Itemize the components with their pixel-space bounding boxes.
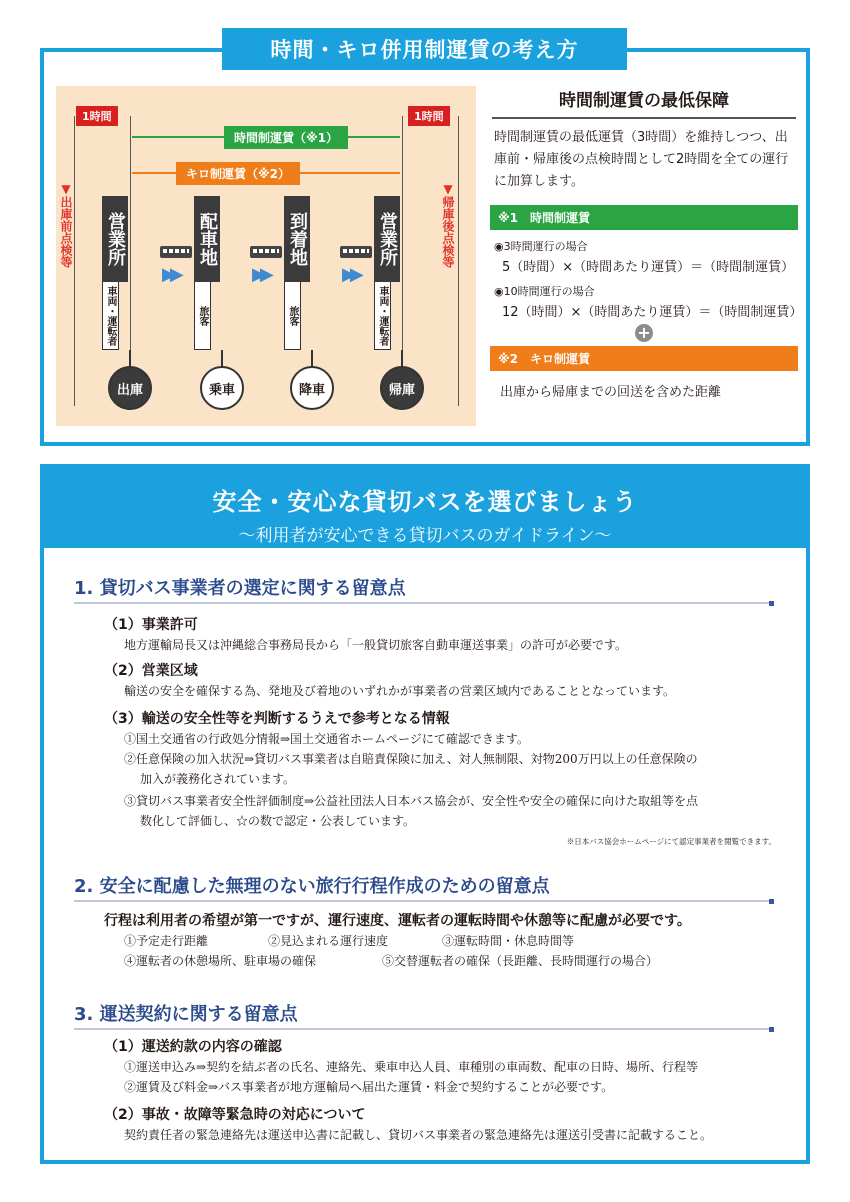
guideline-banner bbox=[44, 468, 806, 548]
s2-item-4: ④運転者の休憩場所、駐車場の確保 bbox=[124, 954, 317, 968]
bus-icon bbox=[160, 246, 192, 258]
s1-license-text: 地方運輸局長又は沖縄総合事務局長から「一般貸切旅客自動車運送事業」の許可が必要です。 bbox=[124, 638, 628, 652]
min-guarantee-panel bbox=[490, 86, 803, 400]
min-guarantee-desc: 時間制運賃の最低運賃（3時間）を維持しつつ、出庫前・帰庫後の点検時間として2時間を全ての運行に加算します。 bbox=[494, 130, 789, 189]
top-title: 時間・キロ併用制運賃の考え方 bbox=[222, 28, 627, 70]
s1-note: ※日本バス協会ホームページにて認定事業者を閲覧できます。 bbox=[566, 837, 776, 846]
chevron-right-icon: ▶▶ bbox=[252, 264, 268, 285]
hour-tag-right: 1時間 bbox=[408, 106, 450, 126]
s3-terms-2: ②運賃及び料金⇒バス事業者が地方運輸局へ届出た運賃・料金で契約することが必要です。 bbox=[124, 1080, 614, 1094]
pillar-pickup: 配車地 旅客 bbox=[194, 196, 250, 350]
case2-formula: 12（時間）×（時間あたり運賃）＝（時間制運賃） bbox=[502, 305, 803, 320]
km-fare-label: キロ制運賃（※2） bbox=[176, 162, 300, 185]
s2-item-5: ⑤交替運転者の確保（長距離、長時間運行の場合） bbox=[382, 954, 659, 968]
s3-terms: （1）運送約款の内容の確認 bbox=[104, 1039, 282, 1055]
s2-item-2: ②見込まれる運行速度 bbox=[268, 934, 389, 948]
s1-info-2b: 加入が義務化されています。 bbox=[140, 772, 296, 786]
case2-heading: ◉10時間運行の場合 bbox=[494, 285, 595, 298]
s2-lead: 行程は利用者の希望が第一ですが、運行速度、運転者の運転時間や休憩等に配慮が必要です。 bbox=[104, 913, 691, 929]
pillar-arrival: 到着地 旅客 bbox=[284, 196, 340, 350]
s1-info-3b: 数化して評価し、☆の数で認定・公表しています。 bbox=[140, 814, 416, 828]
right-side-text: ▼帰庫後点検等 bbox=[441, 182, 455, 268]
time-fare-label: 時間制運賃（※1） bbox=[224, 126, 348, 149]
s1-business-area: （2）営業区域 bbox=[104, 663, 198, 679]
section2-heading: 2. 安全に配慮した無理のない旅行行程作成のための留意点 bbox=[74, 872, 774, 902]
km-fare-desc: 出庫から帰庫までの回送を含めた距離 bbox=[500, 385, 722, 400]
s3-terms-1: ①運送申込み⇒契約を結ぶ者の氏名、連絡先、乗車申込人員、車種別の車両数、配車の日時、場所、行程等 bbox=[124, 1060, 699, 1074]
s3-emergency-text: 契約責任者の緊急連絡先は運送申込書に記載し、貸切バス事業者の緊急連絡先は運送引受書に記載すること。 bbox=[124, 1128, 713, 1142]
s1-info-3: ③貸切バス事業者安全性評価制度⇒公益社団法人日本バス協会が、安全性や安全の確保に向けた取組等を点 bbox=[124, 794, 699, 808]
event-boarding: 乗車 bbox=[200, 366, 244, 410]
fare-diagram bbox=[56, 86, 476, 426]
s1-business-license: （1）事業許可 bbox=[104, 617, 198, 633]
section1-heading: 1. 貸切バス事業者の選定に関する留意点 bbox=[74, 574, 774, 604]
event-alighting: 降車 bbox=[290, 366, 334, 410]
s2-item-1: ①予定走行距離 bbox=[124, 934, 209, 948]
s1-info-1: ①国土交通省の行政処分情報⇒国土交通省ホームページにて確認できます。 bbox=[124, 732, 529, 746]
chevron-right-icon: ▶▶ bbox=[162, 264, 178, 285]
s3-emergency: （2）事故・故障等緊急時の対応について bbox=[104, 1107, 366, 1123]
guideline-panel bbox=[40, 464, 810, 1164]
s1-area-text: 輸送の安全を確保する為、発地及び着地のいずれかが事業者の営業区域内であることとなっています。 bbox=[124, 684, 676, 698]
km-fare-bar: ※2 キロ制運賃 bbox=[490, 346, 798, 371]
s1-safety-info: （3）輸送の安全性等を判断するうえで参考となる情報 bbox=[104, 711, 450, 727]
bus-icon bbox=[340, 246, 372, 258]
time-fare-bar: ※1 時間制運賃 bbox=[490, 205, 798, 230]
event-return: 帰庫 bbox=[380, 366, 424, 410]
event-departure: 出庫 bbox=[108, 366, 152, 410]
chevron-right-icon: ▶▶ bbox=[342, 264, 358, 285]
pillar-office-start: 営業所 車両・運転者 bbox=[102, 196, 158, 350]
case1-formula: 5（時間）×（時間あたり運賃）＝（時間制運賃） bbox=[502, 260, 795, 275]
min-guarantee-heading: 時間制運賃の最低保障 bbox=[492, 86, 796, 119]
plus-icon: + bbox=[635, 324, 653, 342]
hour-tag-left: 1時間 bbox=[76, 106, 118, 126]
banner-subtitle: 〜利用者が安心できる貸切バスのガイドライン〜 bbox=[238, 526, 612, 546]
section3-heading: 3. 運送契約に関する留意点 bbox=[74, 1000, 774, 1030]
bus-icon bbox=[250, 246, 282, 258]
s1-info-2: ②任意保険の加入状況⇒貸切バス事業者は自賠責保険に加え、対人無制限、対物200万円以上の任意保険の bbox=[124, 752, 698, 766]
s2-item-3: ③運転時間・休息時間等 bbox=[442, 934, 575, 948]
pillar-office-end: 営業所 車両・運転者 bbox=[374, 196, 430, 350]
left-side-text: ▼出庫前点検等 bbox=[59, 182, 73, 268]
case1-heading: ◉3時間運行の場合 bbox=[494, 240, 588, 253]
banner-title: 安全・安心な貸切バスを選びましょう bbox=[212, 488, 638, 516]
